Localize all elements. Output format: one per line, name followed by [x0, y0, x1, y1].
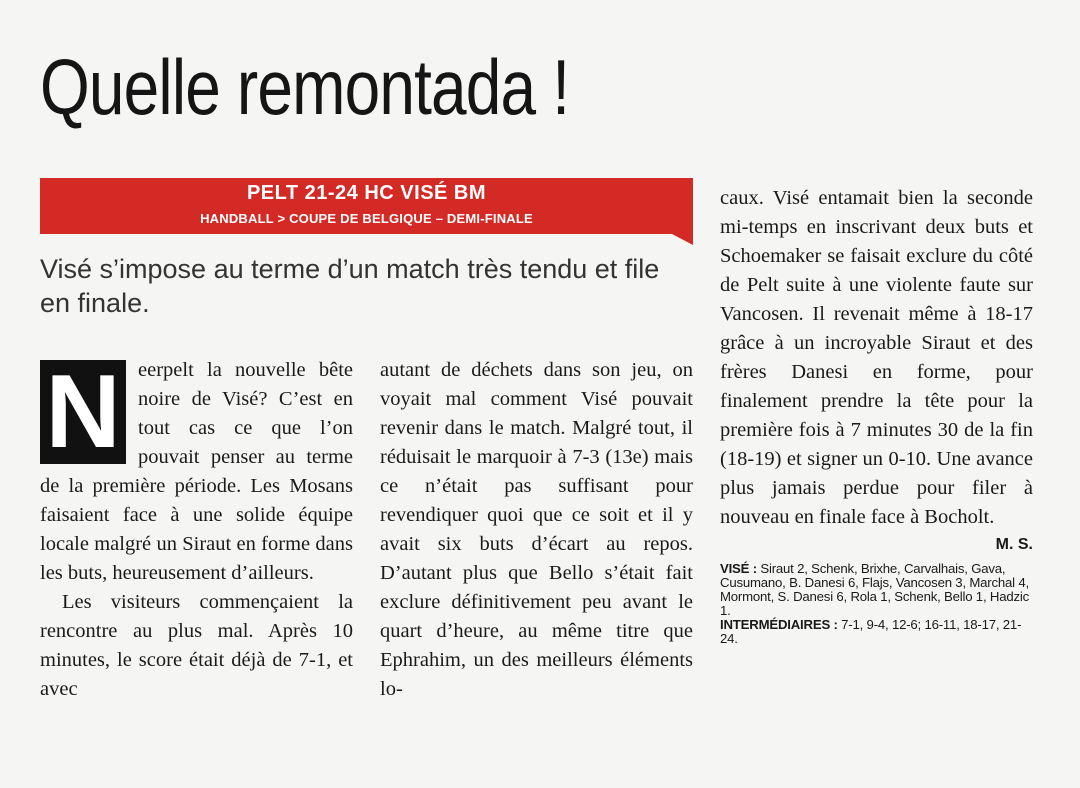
- banner-category: HANDBALL > COUPE DE BELGIQUE – DEMI-FINALE: [200, 211, 533, 226]
- subtitle: Visé s’impose au terme d’un match très tendu et file en finale.: [40, 254, 660, 318]
- banner-score: PELT 21-24 HC VISÉ BM: [246, 182, 487, 204]
- paragraph-text: eerpelt la nouvelle bête noire de Visé? C’est en tout cas ce que l’on pouvait penser au terme de la première période. Les Mosans faisaient face à une solide équipe locale malgré un Siraut en forme dans les buts, heureusement d’ailleurs.: [40, 359, 353, 584]
- article-paragraph: [40, 356, 353, 588]
- intermediate-scores: 7-1, 9-4, 12-6; 16-11, 18-17, 21-24.: [720, 617, 1022, 646]
- byline: M. S.: [995, 536, 1033, 553]
- article-column-3: [720, 184, 1033, 646]
- team-composition: [720, 562, 1033, 646]
- article-column-2: [380, 356, 693, 704]
- article-column-1: [40, 356, 353, 704]
- article-paragraph: autant de déchets dans son jeu, on voyait mal comment Visé pouvait revenir dans le match. Malgré tout, il réduisait le marquoir à 7-3 (13e) mais ce n’était pas suffisant pour revendiquer quoi que ce soit et il y avait six buts d’écart au repos. D’autant plus que Bello s’était fait exclure définitivement peu avant le quart d’heure, au même titre que Ephrahim, un des meilleurs éléments lo-: [380, 359, 693, 700]
- article-paragraph: caux. Visé entamait bien la seconde mi-temps en inscrivant deux buts et Schoemaker se faisait exclure du côté de Pelt suite à une violente faute sur Vancosen. Il revenait même à 18-17 grâce à un incroyable Siraut et des frères Danesi en forme, pour finalement prendre la tête pour la première fois à 7 minutes 30 de la fin (18-19) et signer un 0-10. Une avance plus jamais perdue pour filer à nouveau en finale face à Bocholt.: [720, 187, 1033, 528]
- banner-notch: [672, 234, 693, 245]
- headline: Quelle remontada !: [40, 43, 570, 131]
- article-paragraph: Les visiteurs commençaient la rencontre au plus mal. Après 10 minutes, le score était déjà de 7-1, et avec: [40, 591, 353, 700]
- team-label: VISÉ :: [720, 561, 757, 576]
- score-banner: [40, 178, 693, 234]
- intermediate-label: INTERMÉDIAIRES :: [720, 617, 838, 632]
- drop-cap: N: [40, 360, 126, 464]
- team-players: Siraut 2, Schenk, Brixhe, Carvalhais, Gava, Cusumano, B. Danesi 6, Flajs, Vancosen 3, Marchal 4, Mormont, S. Danesi 6, Rola 1, Schenk, Bello 1, Hadzic 1.: [720, 561, 1029, 618]
